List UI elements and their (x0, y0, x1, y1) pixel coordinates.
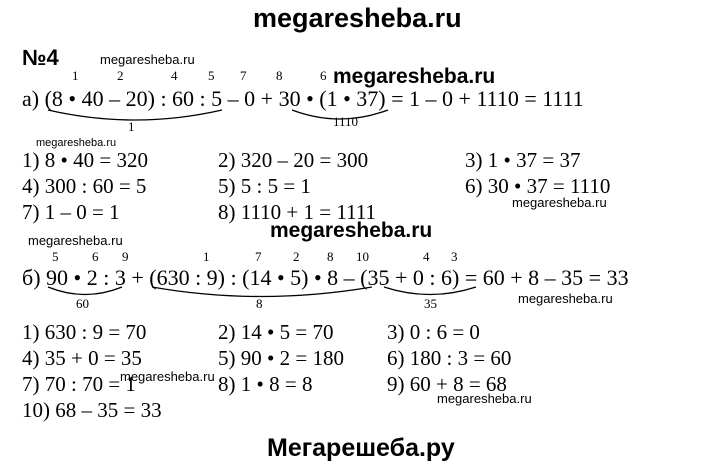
order-number: 6 (92, 249, 99, 264)
step: 9) 60 + 8 = 68 (387, 372, 507, 396)
step: 2) 14 • 5 = 70 (218, 320, 334, 344)
expression-a: а) (8 • 40 – 20) : 60 : 5 – 0 + 30 • (1 • 37) = 1 – 0 + 1110 = 1111 (22, 86, 584, 111)
step: 3) 1 • 37 = 37 (465, 148, 581, 172)
step: 8) 1 • 8 = 8 (218, 372, 313, 396)
step: 4) 35 + 0 = 35 (22, 346, 142, 370)
step: 1) 8 • 40 = 320 (22, 148, 148, 172)
order-number: 7 (255, 249, 262, 264)
order-number: 4 (171, 68, 178, 83)
order-number: 2 (117, 68, 124, 83)
order-number: 5 (208, 68, 215, 83)
order-number: 1 (72, 68, 79, 83)
order-number: 8 (276, 68, 283, 83)
step: 2) 320 – 20 = 300 (218, 148, 369, 172)
underbrace-value: 60 (76, 296, 89, 311)
site-footer: Мегарешеба.ру (267, 434, 455, 462)
watermark: megaresheba.ru (512, 195, 607, 210)
order-number: 5 (52, 249, 59, 264)
watermark: megaresheba.ru (120, 369, 215, 384)
watermark: megaresheba.ru (36, 137, 117, 149)
underbrace-value: 1 (128, 119, 135, 134)
step: 4) 300 : 60 = 5 (22, 174, 147, 198)
watermark: megaresheba.ru (437, 391, 532, 406)
step: 1) 630 : 9 = 70 (22, 320, 147, 344)
order-number: 2 (293, 249, 300, 264)
step: 8) 1110 + 1 = 1111 (218, 200, 377, 224)
expression-b: б) 90 • 2 : 3 + (630 : 9) : (14 • 5) • 8 – (35 + 0 : 6) = 60 + 8 – 35 = 33 (22, 265, 629, 290)
step: 7) 70 : 70 = 1 (22, 372, 136, 396)
task-number: №4 (22, 45, 59, 70)
watermark: megaresheba.ru (518, 291, 613, 306)
order-number: 4 (423, 249, 430, 264)
step: 3) 0 : 6 = 0 (387, 320, 480, 344)
order-number: 6 (320, 68, 327, 83)
watermark: megaresheba.ru (270, 219, 433, 242)
order-number: 9 (122, 249, 129, 264)
step: 10) 68 – 35 = 33 (22, 398, 162, 422)
underbrace-value: 35 (424, 296, 437, 311)
watermark: megaresheba.ru (100, 52, 195, 67)
watermark: megaresheba.ru (333, 65, 496, 88)
underbrace-value: 8 (256, 296, 263, 311)
order-number: 1 (203, 249, 210, 264)
step: 6) 180 : 3 = 60 (387, 346, 512, 370)
site-header: megaresheba.ru (253, 3, 462, 33)
watermark: megaresheba.ru (28, 233, 123, 248)
step: 6) 30 • 37 = 1110 (465, 174, 611, 198)
order-number: 8 (327, 249, 334, 264)
order-number: 10 (356, 249, 369, 264)
step: 5) 5 : 5 = 1 (218, 174, 311, 198)
step: 7) 1 – 0 = 1 (22, 200, 120, 224)
order-number: 7 (240, 68, 247, 83)
order-number: 3 (451, 249, 458, 264)
step: 5) 90 • 2 = 180 (218, 346, 344, 370)
underbrace-value: 1110 (333, 114, 359, 129)
